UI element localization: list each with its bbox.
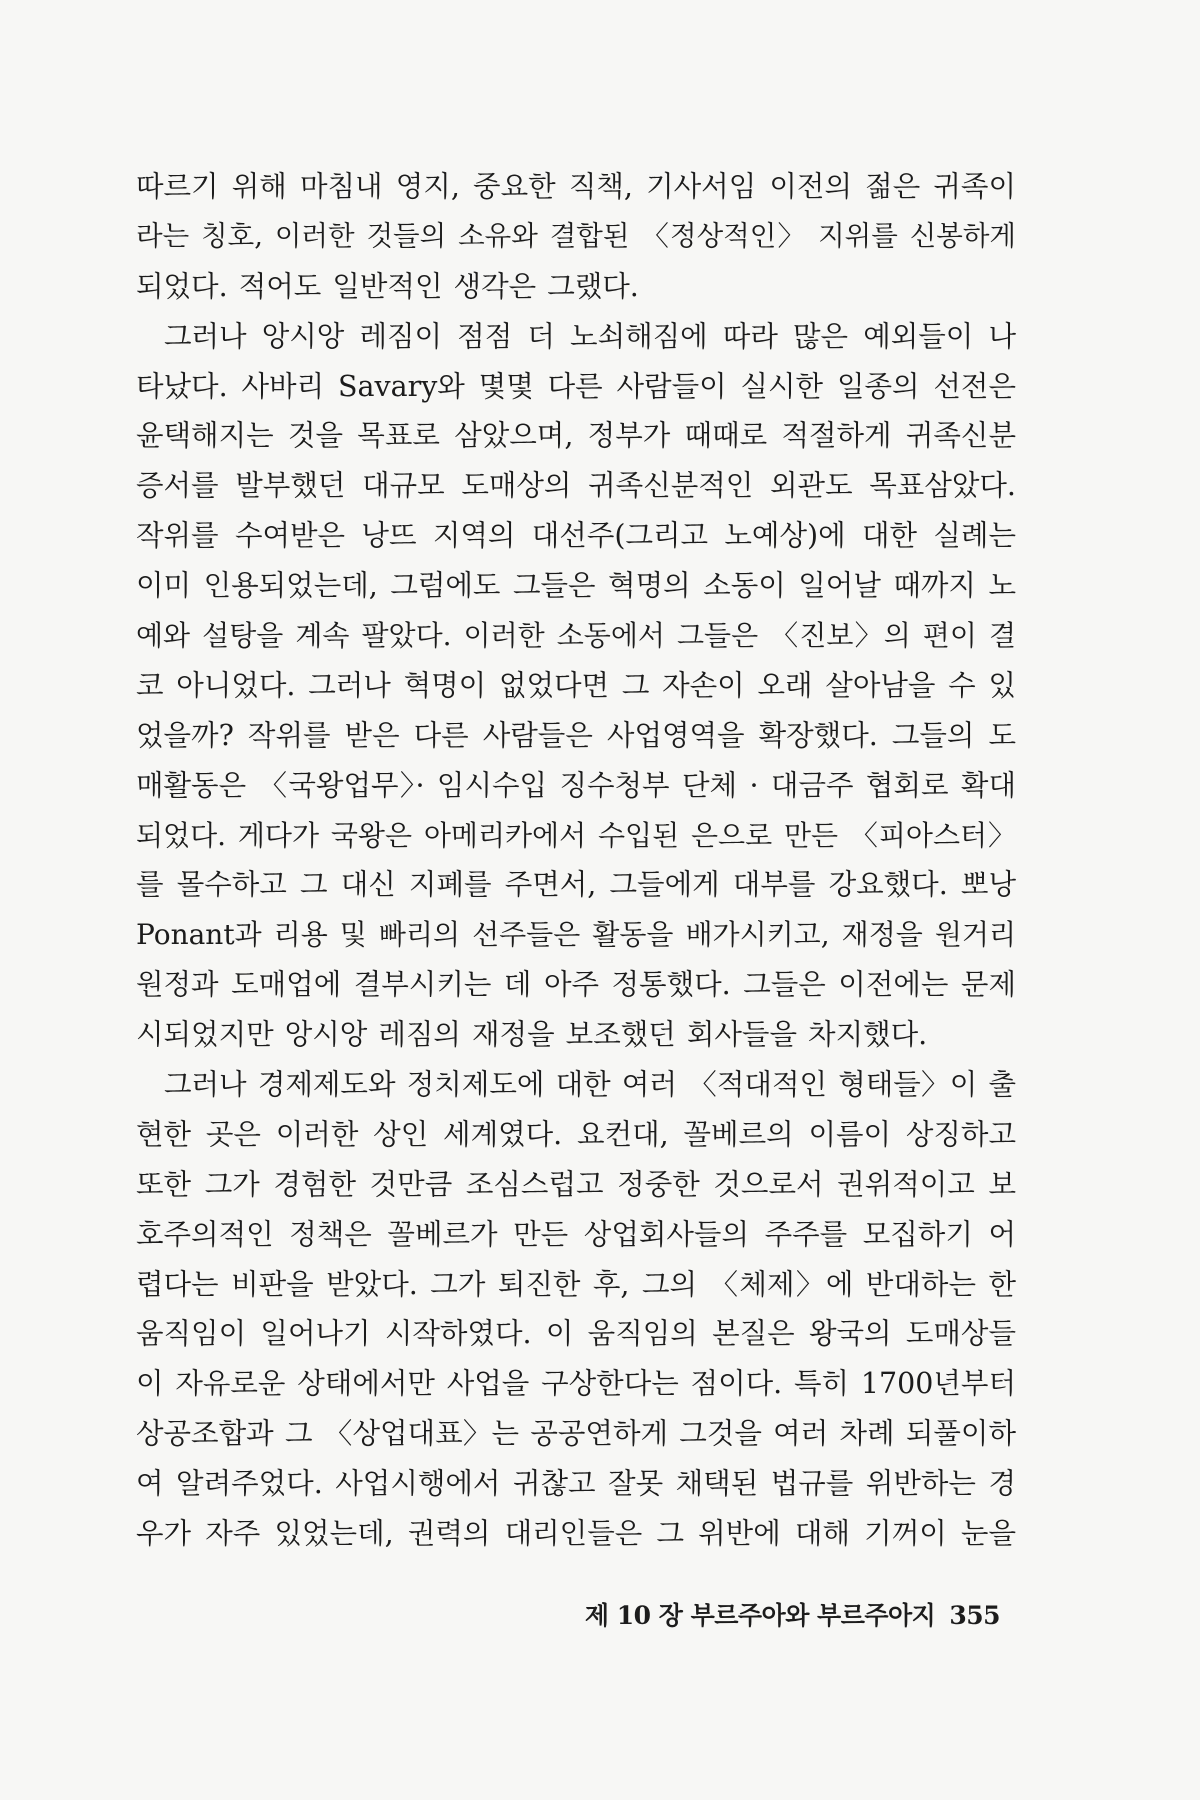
text-line: 었을까? 작위를 받은 다른 사람들은 사업영역을 확장했다. 그들의 도: [136, 718, 1016, 752]
text-line: 작위를 수여받은 낭뜨 지역의 대선주(그리고 노예상)에 대한 실례는: [136, 519, 1016, 553]
text-line: 예와 설탕을 계속 팔았다. 이러한 소동에서 그들은 〈진보〉의 편이 결: [136, 619, 1016, 653]
text-line: 또한 그가 경험한 것만큼 조심스럽고 정중한 것으로서 권위적이고 보: [136, 1167, 1016, 1201]
text-line: 그러나 앙시앙 레짐이 점점 더 노쇠해짐에 따라 많은 예외들이 나: [164, 319, 1016, 353]
text-line: 시되었지만 앙시앙 레짐의 재정을 보조했던 회사들을 차지했다.: [136, 1018, 928, 1052]
text-line: 되었다. 게다가 국왕은 아메리카에서 수입된 은으로 만든 〈피아스터〉: [136, 818, 1016, 852]
text-line: 상공조합과 그 〈상업대표〉는 공공연하게 그것을 여러 차례 되풀이하: [136, 1417, 1016, 1451]
text-line: 그러나 경제제도와 정치제도에 대한 여러 〈적대적인 형태들〉이 출: [164, 1068, 1016, 1102]
text-line: 현한 곳은 이러한 상인 세계였다. 요컨대, 꼴베르의 이름이 상징하고: [136, 1117, 1016, 1151]
text-line: 를 몰수하고 그 대신 지폐를 주면서, 그들에게 대부를 강요했다. 뽀낭: [136, 868, 1016, 902]
text-line: 증서를 발부했던 대규모 도매상의 귀족신분적인 외관도 목표삼았다.: [136, 469, 1016, 503]
text-line: 원정과 도매업에 결부시키는 데 아주 정통했다. 그들은 이전에는 문제: [136, 968, 1016, 1002]
text-line: 코 아니었다. 그러나 혁명이 없었다면 그 자손이 오래 살아남을 수 있: [136, 668, 1016, 702]
text-line: 여 알려주었다. 사업시행에서 귀찮고 잘못 채택된 법규를 위반하는 경: [136, 1467, 1016, 1501]
text-line: 되었다. 적어도 일반적인 생각은 그랬다.: [136, 269, 639, 303]
text-line: 윤택해지는 것을 목표로 삼았으며, 정부가 때때로 적절하게 귀족신분: [136, 419, 1016, 453]
text-line: 렵다는 비판을 받았다. 그가 퇴진한 후, 그의 〈체제〉에 반대하는 한: [136, 1267, 1016, 1301]
text-line: 움직임이 일어나기 시작하였다. 이 움직임의 본질은 왕국의 도매상들: [136, 1317, 1016, 1351]
text-line: 우가 자주 있었는데, 권력의 대리인들은 그 위반에 대해 기꺼이 눈을: [136, 1517, 1016, 1551]
text-line: 이미 인용되었는데, 그럼에도 그들은 혁명의 소동이 일어날 때까지 노: [136, 569, 1016, 603]
text-line: 이 자유로운 상태에서만 사업을 구상한다는 점이다. 특히 1700년부터: [136, 1367, 1016, 1401]
page-number: 355: [949, 1601, 1000, 1630]
body-text: [136, 162, 1016, 1559]
text-line: 라는 칭호, 이러한 것들의 소유와 결합된 〈정상적인〉 지위를 신봉하게: [136, 219, 1016, 252]
text-line: Ponant과 리용 및 빠리의 선주들은 활동을 배가시키고, 재정을 원거리: [136, 918, 1016, 952]
text-line: 따르기 위해 마침내 영지, 중요한 직책, 기사서임 이전의 젊은 귀족이: [136, 170, 1016, 203]
text-line: 호주의적인 정책은 꼴베르가 만든 상업회사들의 주주를 모집하기 어: [136, 1217, 1016, 1251]
chapter-title: 제 10 장 부르주아와 부르주아지: [584, 1601, 936, 1630]
running-footer: [585, 1596, 1000, 1632]
text-line: 타났다. 사바리 Savary와 몇몇 다른 사람들이 실시한 일종의 선전은: [136, 369, 1016, 403]
text-line: 매활동은 〈국왕업무〉· 임시수입 징수청부 단체 · 대금주 협회로 확대: [136, 768, 1016, 802]
